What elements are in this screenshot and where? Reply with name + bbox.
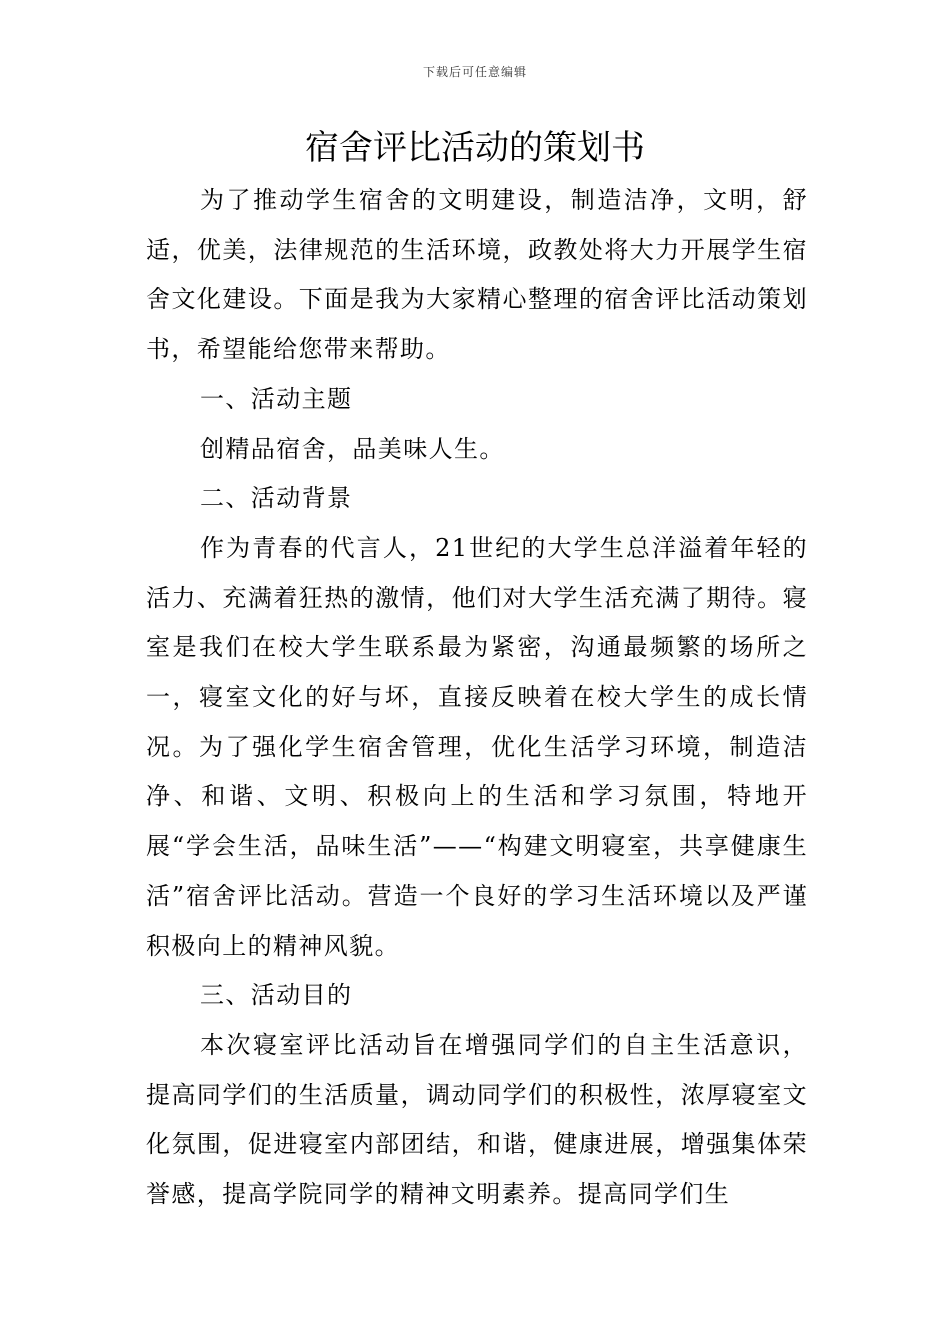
background-paragraph: 作为青春的代言人，21世纪的大学生总洋溢着年轻的活力、充满着狂热的激情，他们对大学生活充满了期待。寝室是我们在校大学生联系最为紧密，沟通最频繁的场所之一，寝室文化的好与坏，直接反映着在校大学生的成长情况。为了强化学生宿舍管理，优化生活学习环境，制造洁净、和谐、文明、积极向上的生活和学习氛围，特地开展“学会生活，品味生活”——“构建文明寝室，共享健康生活”宿舍评比活动。营造一个良好的学习生活环境以及严谨积极向上的精神风貌。 (146, 533, 808, 960)
section-heading-purpose: 三、活动目的 (200, 981, 353, 1010)
intro-paragraph: 为了推动学生宿舍的文明建设，制造洁净，文明，舒适，优美，法律规范的生活环境，政教处将大力开展学生宿舍文化建设。下面是我为大家精心整理的宿舍评比活动策划书，希望能给您带来帮助。 (146, 186, 808, 364)
section-heading-theme: 一、活动主题 (200, 384, 353, 413)
document-body (146, 176, 808, 1220)
header-note: 下载后可任意编辑 (422, 65, 527, 79)
purpose-paragraph: 本次寝室评比活动旨在增强同学们的自主生活意识，提高同学们的生活质量，调动同学们的积极性，浓厚寝室文化氛围，促进寝室内部团结，和谐，健康进展，增强集体荣誉感，提高学院同学的精神文明素养。提高同学们生 (146, 1030, 808, 1209)
document-title: 宿舍评比活动的策划书 (305, 128, 645, 168)
section-heading-background: 二、活动背景 (200, 484, 353, 513)
theme-paragraph: 创精品宿舍，品美味人生。 (200, 434, 505, 463)
